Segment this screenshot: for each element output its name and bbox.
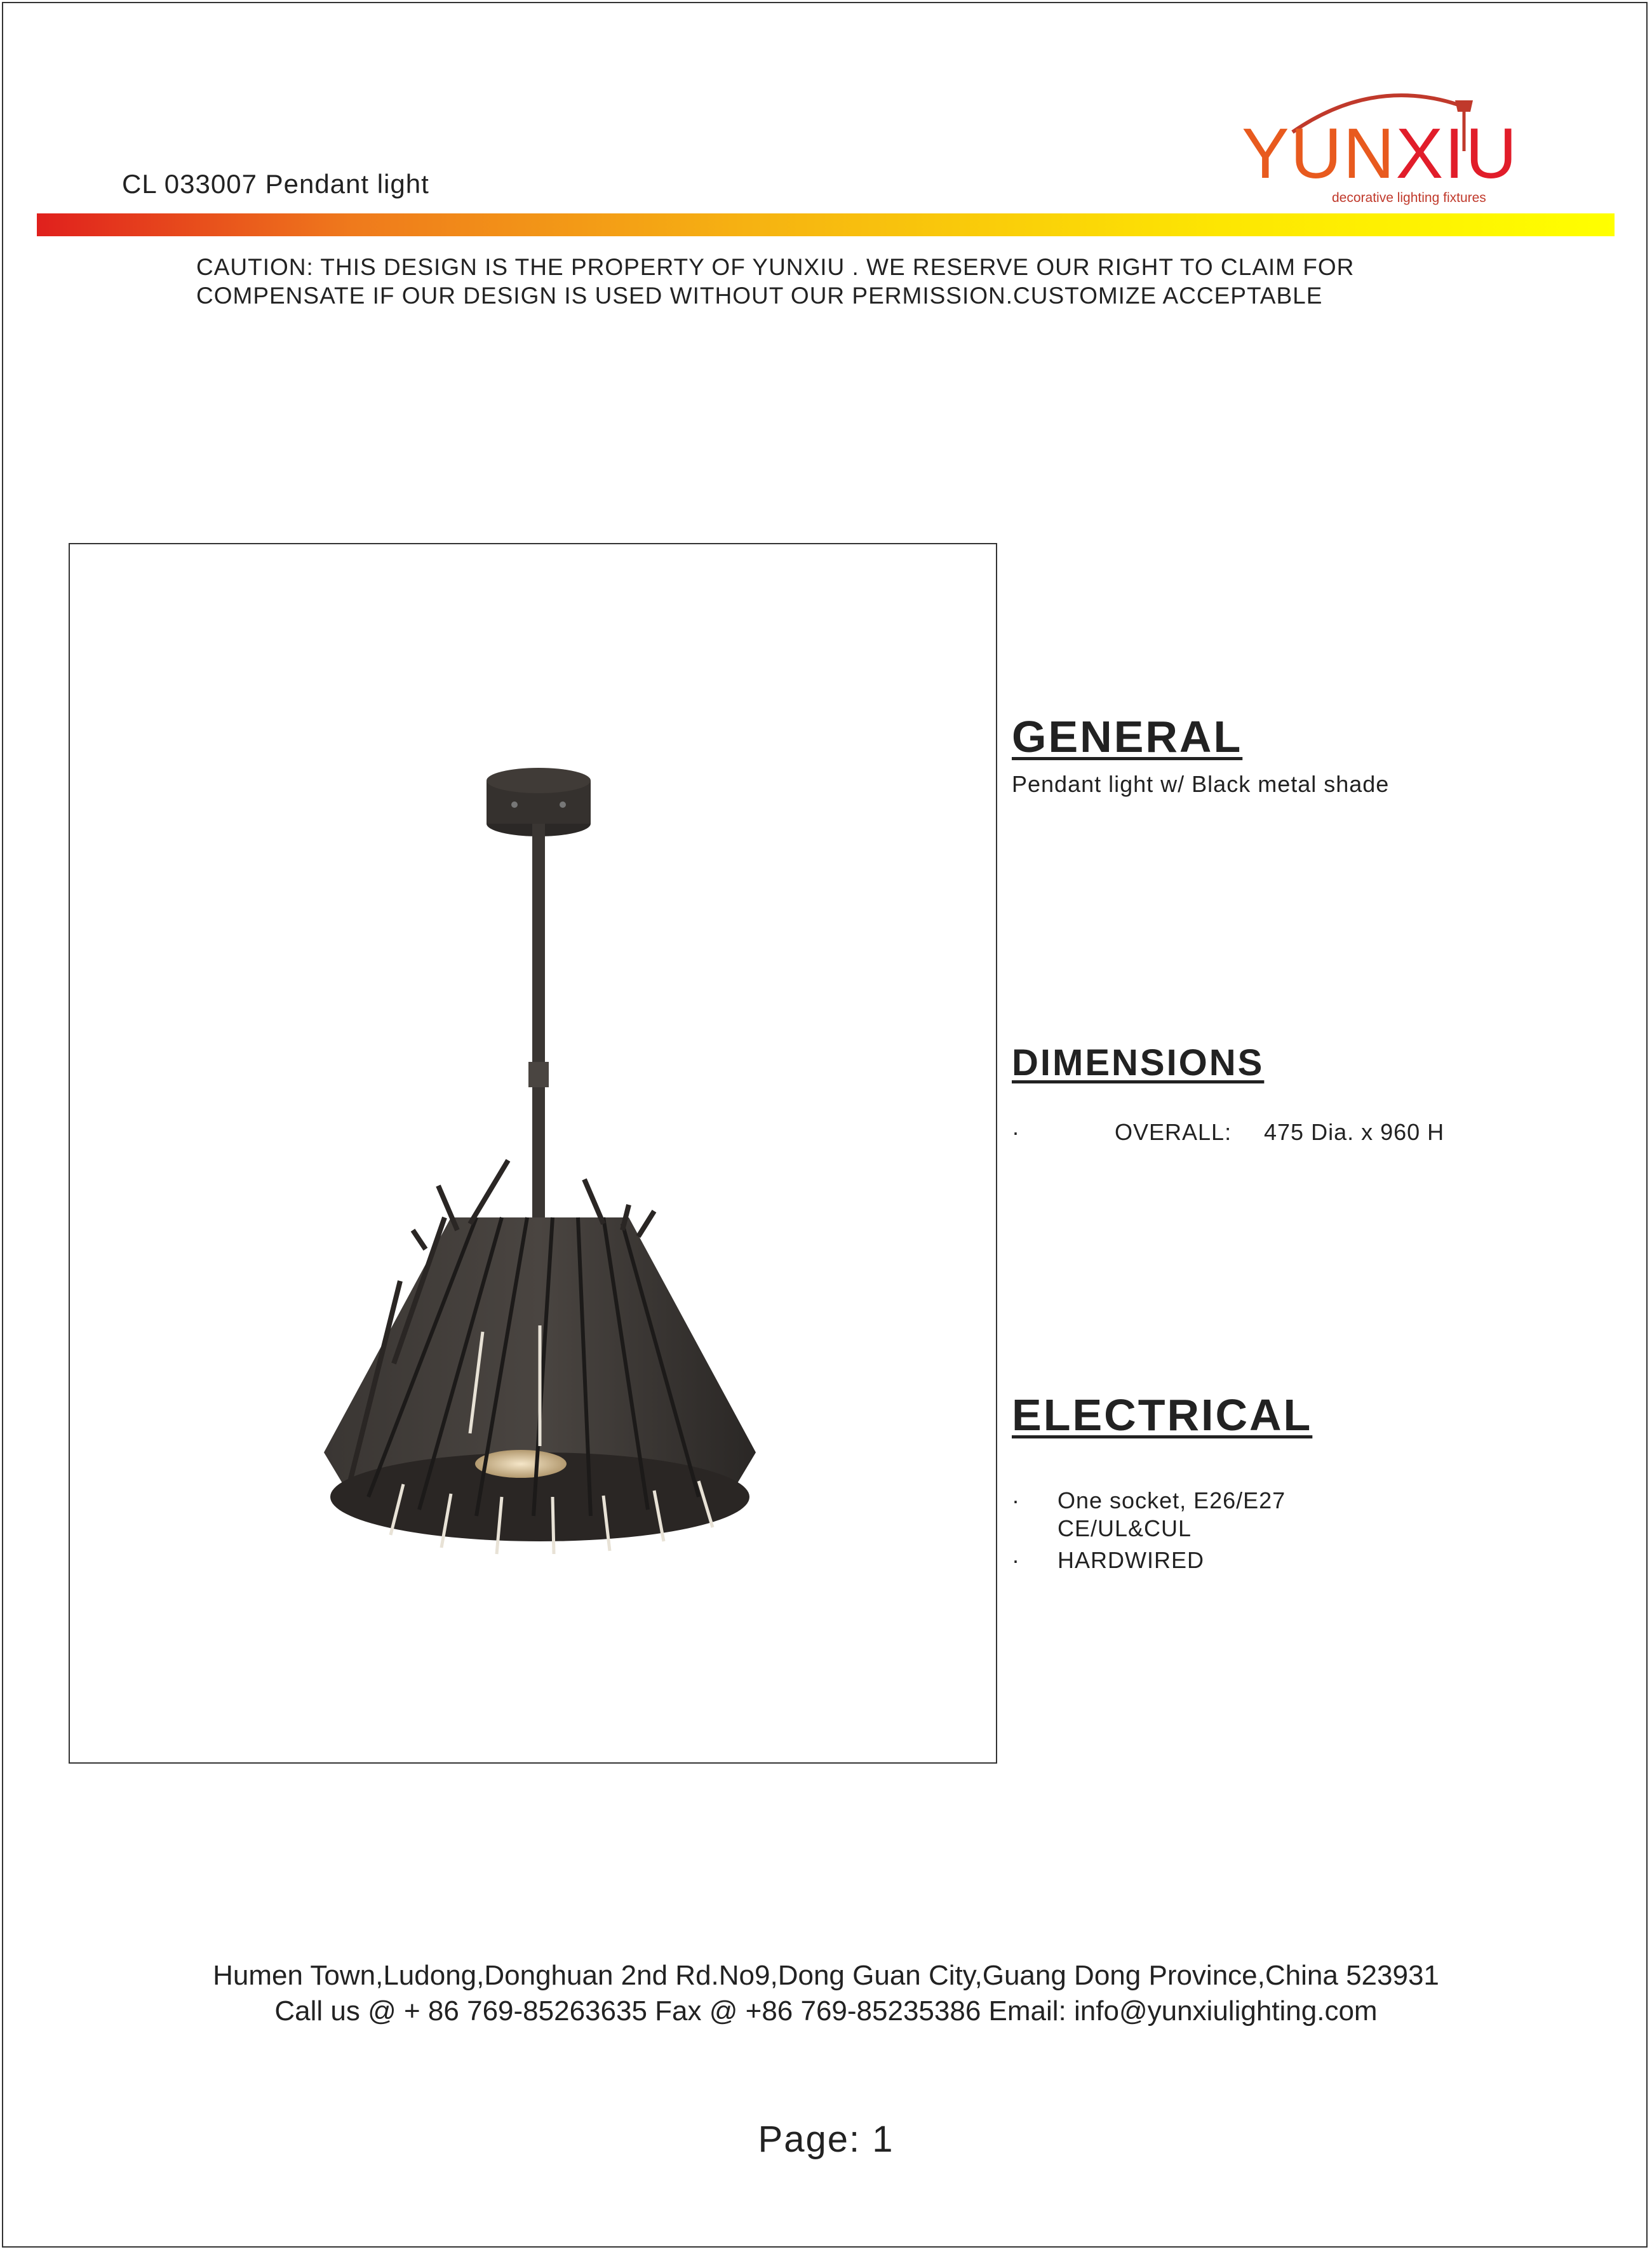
logo-tagline: decorative lighting fixtures (1332, 191, 1486, 205)
dimensions-label: OVERALL: (1115, 1119, 1232, 1145)
electrical-item-socket: One socket, E26/E27 (1058, 1487, 1286, 1513)
caution-notice (196, 253, 1354, 310)
general-description: Pendant light w/ Black metal shade (1012, 771, 1390, 797)
pendant-light-image (70, 544, 996, 1762)
caution-line-1: CAUTION: THIS DESIGN IS THE PROPERTY OF YUNXIU . WE RESERVE OUR RIGHT TO CLAIM FOR (196, 254, 1355, 280)
header-gradient-bar (37, 213, 1615, 236)
product-code: CL 033007 Pendant light (122, 169, 429, 199)
brand-logo (1242, 81, 1519, 215)
electrical-item-hardwired: HARDWIRED (1058, 1547, 1204, 1573)
electrical-bullet-2: · (1012, 1547, 1019, 1573)
footer-contact: Call us @ + 86 769-85263635 Fax @ +86 769-85235386 Email: info@yunxiulighting.com (274, 1995, 1378, 2027)
dimensions-value: 475 Dia. x 960 H (1264, 1119, 1445, 1145)
electrical-heading: ELECTRICAL (1012, 1390, 1313, 1440)
electrical-item-certification: CE/UL&CUL (1058, 1515, 1192, 1541)
dimensions-bullet: · (1012, 1119, 1019, 1145)
electrical-bullet-1: · (1012, 1487, 1019, 1513)
page-number: Page: 1 (758, 2119, 894, 2160)
dimensions-heading: DIMENSIONS (1012, 1042, 1265, 1083)
product-photo-frame (69, 543, 997, 1764)
general-heading: GENERAL (1012, 712, 1243, 761)
logo-wordmark: YUNXIU (1242, 114, 1519, 193)
caution-line-2: COMPENSATE IF OUR DESIGN IS USED WITHOUT OUR PERMISSION.CUSTOMIZE ACCEPTABLE (196, 283, 1323, 309)
footer-address: Humen Town,Ludong,Donghuan 2nd Rd.No9,Dong Guan City,Guang Dong Province,China 523931 (213, 1960, 1439, 1991)
